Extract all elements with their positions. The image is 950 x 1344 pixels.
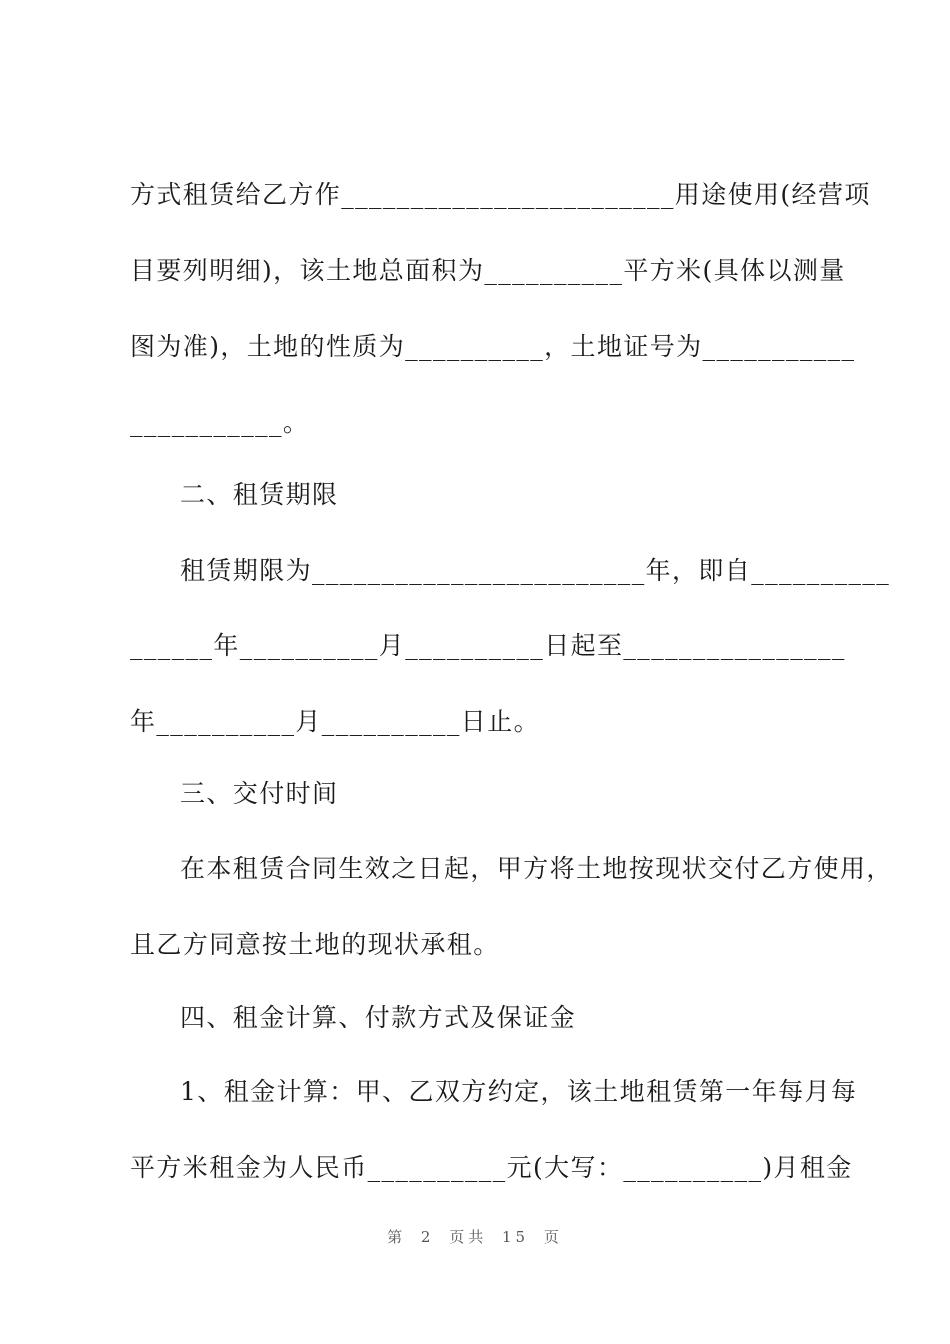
section-heading: 三、交付时间 [180,779,339,808]
body-line: 平方米租金为人民币__________元(大写：__________)月租金 [130,1153,853,1182]
footer-total-pages: 15 [502,1228,530,1246]
body-line: 且乙方同意按土地的现状承租。 [130,930,500,959]
footer-middle: 页共 [449,1228,488,1246]
page-footer [0,1226,950,1247]
section-heading: 四、租金计算、付款方式及保证金 [180,1003,577,1032]
footer-page-number: 2 [420,1228,435,1246]
body-line: 1、租金计算：甲、乙双方约定，该土地租赁第一年每月每 [180,1077,858,1106]
body-line: ______年__________月__________日起至________________ [130,631,846,660]
section-heading: 二、租赁期限 [180,480,339,509]
footer-suffix: 页 [543,1228,563,1246]
footer-prefix: 第 [387,1228,407,1246]
body-line: 在本租赁合同生效之日起，甲方将土地按现状交付乙方使用， [180,854,893,883]
body-line: 年__________月__________日止。 [130,707,541,736]
body-line: 方式租赁给乙方作________________________用途使用(经营项 [130,180,871,209]
body-line: 目要列明细)，该土地总面积为__________平方米(具体以测量 [130,256,846,285]
body-line: 图为准)，土地的性质为__________，土地证号为___________ [130,332,856,361]
body-line: 租赁期限为________________________年，即自__________ [180,556,891,585]
body-line: ___________。 [130,408,310,437]
